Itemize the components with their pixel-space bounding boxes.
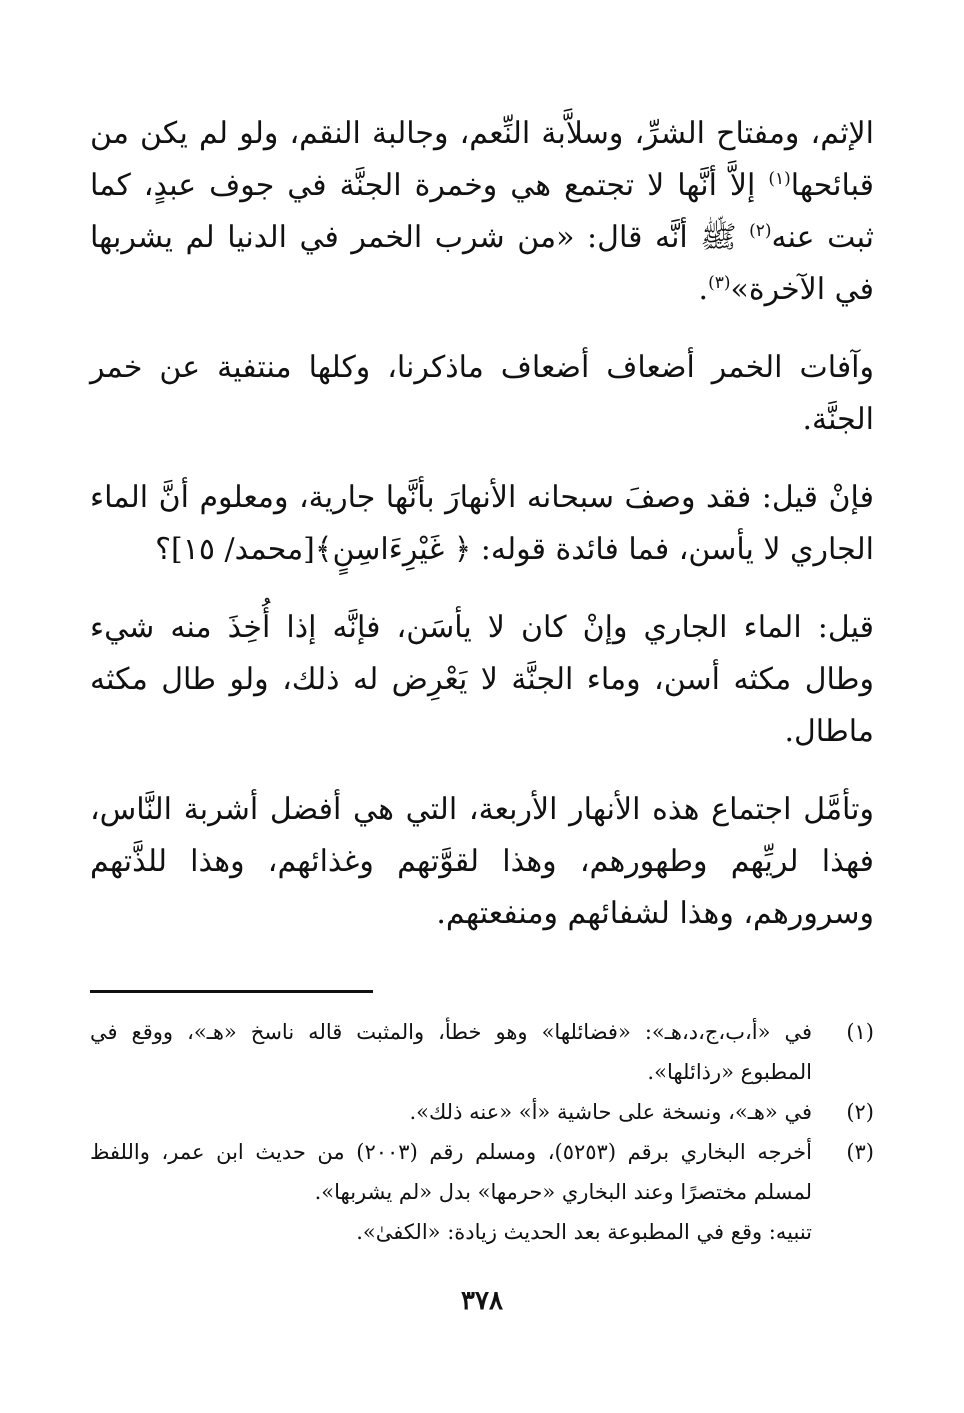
footnotes	[90, 1012, 874, 1252]
page-number: ٣٧٨	[461, 1286, 503, 1316]
paragraph-4: قيل: الماء الجاري وإنْ كان لا يأسَن، فإنَّه إذا أُخِذَ منه شيء وطال مكثه أسن، وماء الجنَّة لا يَعْرِض له ذلك، ولو طال مكثه ماطال.	[90, 610, 874, 749]
paragraph-2: وآفات الخمر أضعاف أضعاف ماذكرنا، وكلها منتفية عن خمر الجنَّة.	[90, 350, 874, 437]
paragraph-1	[90, 108, 874, 316]
paragraph-1-text-c: ﷺ أنَّه قال: «من شرب الخمر في الدنيا لم يشربها في الآخرة»	[90, 220, 874, 307]
footnote-ref-3[interactable]: (٣)	[708, 273, 731, 293]
footnote-divider	[90, 990, 373, 993]
paragraph-5: وتأمَّل اجتماع هذه الأنهار الأربعة، التي هي أفضل أشربة النَّاس، فهذا لريِّهم وطهورهم، وهذا لقوَّتهم وغذائهم، وهذا للذَّتهم وسرورهم، وهذا لشفائهم ومنفعتهم.	[90, 792, 874, 931]
footnote-text: في «هـ»، ونسخة على حاشية «أ» «عنه ذلك».	[409, 1100, 812, 1124]
paragraph-1-text-a: الإثم، ومفتاح الشرِّ، وسلاَّبة النِّعم، وجالبة النقم، ولو لم يكن من قبائحها	[90, 116, 874, 203]
paragraph-1-text-d: .	[698, 272, 709, 307]
footnote-ref-2[interactable]: (٢)	[749, 221, 772, 241]
footnote-text: في «أ،ب،ج،د،هـ»: «فضائلها» وهو خطأ، والمثبت قاله ناسخ «هـ»، ووقع في المطبوع «رذائلها».	[90, 1020, 812, 1084]
footnote-1	[90, 1012, 874, 1092]
paragraph-1-text-b: إلاَّ أنَّها لا تجتمع هي وخمرة الجنَّة في جوف عبدٍ، كما ثبت عنه	[90, 168, 875, 255]
footnote-3	[90, 1132, 874, 1212]
footnote-note: تنبيه: وقع في المطبوعة بعد الحديث زيادة: «الكفىٰ».	[356, 1220, 812, 1244]
footnote-number: (٣)	[846, 1140, 874, 1164]
footnote-2	[90, 1092, 874, 1132]
footnote-text: أخرجه البخاري برقم (٥٢٥٣)، ومسلم رقم (٢٠٠٣) من حديث ابن عمر، واللفظ لمسلم مختصرًا وعند البخاري «حرمها» بدل «لم يشربها».	[90, 1140, 812, 1204]
footnote-number: (٢)	[846, 1100, 874, 1124]
footnote-number: (١)	[846, 1020, 874, 1044]
footnote-ref-1[interactable]: (١)	[768, 169, 791, 189]
paragraph-3: فإنْ قيل: فقد وصفَ سبحانه الأنهارَ بأنَّها جارية، ومعلوم أنَّ الماء الجاري لا يأسن، فما فائدة قوله: ﴿ غَيْرِءَاسِنٍ﴾[محمد/ ١٥]؟	[90, 480, 874, 567]
